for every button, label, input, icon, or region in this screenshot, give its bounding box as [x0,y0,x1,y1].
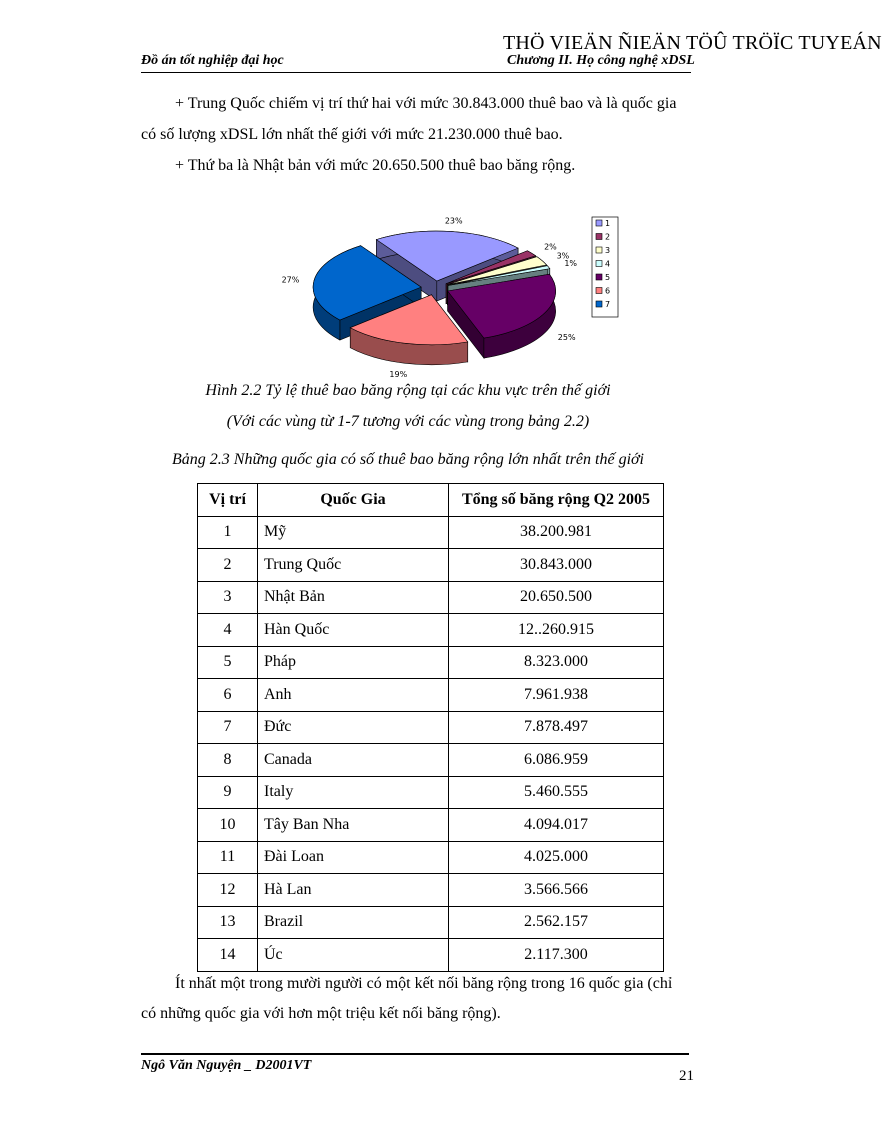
cell-country: Trung Quốc [258,549,449,582]
table-row [198,841,664,874]
legend-label: 1 [605,219,611,228]
table-row [198,906,664,939]
watermark-text: THÖ VIEÄN ÑIEÄN TÖÛ TRÖÏC TUYEÁN [503,32,882,54]
cell-country: Tây Ban Nha [258,809,449,842]
paragraph-china-line2: có số lượng xDSL lớn nhất thế giới với mức 21.230.000 thuê bao. [141,126,563,143]
pie-chart [281,213,620,379]
table-row [198,549,664,582]
cell-country: Canada [258,744,449,777]
pie-label: 1% [564,259,578,269]
legend-label: 2 [605,232,611,242]
table-row [198,939,664,972]
cell-total: 6.086.959 [449,744,664,777]
table-row [198,744,664,777]
legend-swatch [596,301,602,307]
table-row [198,614,664,647]
legend-label: 5 [605,273,611,282]
cell-total: 7.878.497 [449,711,664,744]
cell-country: Anh [258,679,449,712]
pie-label: 25% [557,333,576,343]
cell-country: Brazil [258,906,449,939]
cell-total: 4.025.000 [449,841,664,874]
cell-country: Đức [258,711,449,744]
cell-total: 38.200.981 [449,516,664,549]
cell-rank: 4 [198,614,258,647]
page-number: 21 [679,1068,694,1084]
cell-total: 30.843.000 [449,549,664,582]
header-divider [141,72,691,73]
cell-rank: 14 [198,939,258,972]
table-row [198,679,664,712]
cell-total: 4.094.017 [449,809,664,842]
table-row [198,809,664,842]
legend-swatch [596,247,602,253]
cell-rank: 3 [198,581,258,614]
legend-label: 3 [605,246,611,255]
header-title-left: Đồ án tốt nghiệp đại học [141,53,284,68]
cell-country: Pháp [258,646,449,679]
cell-total: 5.460.555 [449,776,664,809]
footer-divider [141,1053,689,1055]
cell-country: Úc [258,939,449,972]
cell-rank: 5 [198,646,258,679]
table-row [198,874,664,907]
column-header-total: Tổng số băng rộng Q2 2005 [449,484,664,517]
cell-total: 2.117.300 [449,939,664,972]
legend-swatch [596,274,602,280]
pie-label: 23% [444,216,463,226]
header-chapter-title: Chương II. Họ công nghệ xDSL [507,53,695,68]
cell-rank: 13 [198,906,258,939]
cell-rank: 6 [198,679,258,712]
table-row [198,581,664,614]
table-row [198,646,664,679]
cell-total: 7.961.938 [449,679,664,712]
figure-subcaption: (Với các vùng từ 1-7 tương với các vùng trong bảng 2.2) [226,413,590,430]
legend-swatch [596,234,602,240]
cell-rank: 1 [198,516,258,549]
table-caption: Bảng 2.3 Những quốc gia có số thuê bao băng rộng lớn nhất trên thế giới [172,451,644,468]
legend-swatch [596,220,602,226]
legend-swatch [596,288,602,294]
legend-label: 7 [605,300,611,309]
cell-rank: 2 [198,549,258,582]
table-row [198,711,664,744]
cell-country: Italy [258,776,449,809]
cell-country: Nhật Bản [258,581,449,614]
cell-rank: 12 [198,874,258,907]
cell-country: Đài Loan [258,841,449,874]
column-header-country: Quốc Gia [258,484,449,517]
pie-label: 3% [556,251,570,261]
paragraph-china-line1: + Trung Quốc chiếm vị trí thứ hai với mức 30.843.000 thuê bao và là quốc gia [175,95,677,112]
pie-label: 19% [389,369,408,379]
legend-swatch [596,261,602,267]
cell-rank: 8 [198,744,258,777]
cell-rank: 11 [198,841,258,874]
cell-country: Hà Lan [258,874,449,907]
pie-label: 27% [281,275,300,285]
cell-total: 20.650.500 [449,581,664,614]
legend-label: 6 [605,286,611,296]
cell-rank: 10 [198,809,258,842]
table-header-row [198,484,664,517]
cell-country: Mỹ [258,516,449,549]
broadband-table [197,483,664,972]
cell-country: Hàn Quốc [258,614,449,647]
figure-caption: Hình 2.2 Tỷ lệ thuê bao băng rộng tại các khu vực trên thế giới [205,382,611,399]
cell-total: 3.566.566 [449,874,664,907]
cell-total: 2.562.157 [449,906,664,939]
chart-legend [592,217,618,317]
column-header-rank: Vị trí [198,484,258,517]
closing-paragraph-line2: có những quốc gia với hơn một triệu kết nối băng rộng). [141,1005,501,1022]
closing-paragraph-line1: Ít nhất một trong mười người có một kết nối băng rộng trong 16 quốc gia (chỉ [175,975,673,992]
table-row [198,776,664,809]
table-row [198,516,664,549]
cell-rank: 7 [198,711,258,744]
footer-author: Ngô Văn Nguyện _ D2001VT [141,1058,312,1073]
cell-total: 8.323.000 [449,646,664,679]
pie-label: 2% [544,242,557,252]
paragraph-japan: + Thứ ba là Nhật bản với mức 20.650.500 thuê bao băng rộng. [175,157,576,174]
legend-label: 4 [605,259,611,269]
cell-rank: 9 [198,776,258,809]
cell-total: 12..260.915 [449,614,664,647]
